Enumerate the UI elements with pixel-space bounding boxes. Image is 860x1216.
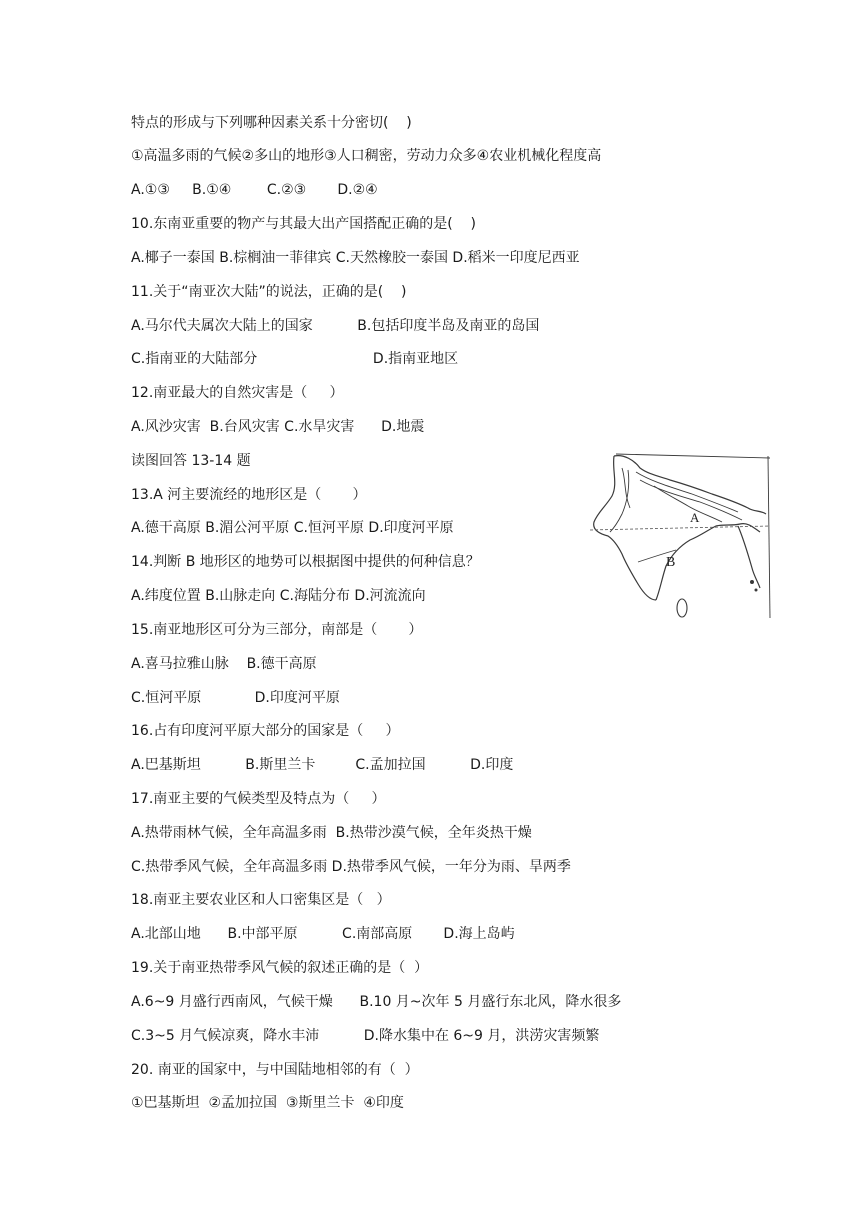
text-line-1: ①高温多雨的气候②多山的地形③人口稠密，劳动力众多④农业机械化程度高 bbox=[131, 148, 602, 164]
text-line-5: 11.关于“南亚次大陆”的说法，正确的是( ) bbox=[131, 284, 407, 300]
northern-boundary bbox=[614, 456, 766, 514]
island-mark bbox=[750, 580, 754, 584]
text-line-0: 特点的形成与下列哪种因素关系十分密切( ) bbox=[131, 115, 412, 131]
text-line-13: 14.判断 B 地形区的地势可以根据图中提供的何种信息？ bbox=[131, 554, 480, 570]
text-line-17: C.恒河平原 D.印度河平原 bbox=[131, 690, 340, 706]
text-line-23: 18.南亚主要农业区和人口密集区是（ ） bbox=[131, 892, 391, 908]
text-line-22: C.热带季风气候，全年高温多雨 D.热带季风气候，一年分为雨、旱两季 bbox=[131, 859, 571, 875]
text-line-8: 12.南亚最大的自然灾害是（ ） bbox=[131, 385, 344, 401]
text-line-25: 19.关于南亚热带季风气候的叙述正确的是（ ） bbox=[131, 960, 429, 976]
text-line-12: A.德干高原 B.湄公河平原 C.恒河平原 D.印度河平原 bbox=[131, 520, 454, 536]
map-label-b: B bbox=[666, 555, 676, 570]
text-line-6: A.马尔代夫属次大陆上的国家 B.包括印度半岛及南亚的岛国 bbox=[131, 318, 540, 334]
map-frame-top bbox=[616, 454, 770, 458]
text-line-4: A.椰子一泰国 B.棕榈油一菲律宾 C.天然橡胶一泰国 D.稻米一印度尼西亚 bbox=[131, 250, 580, 266]
text-line-26: A.6~9 月盛行西南风，气候干燥 B.10 月~次年 5 月盛行东北风，降水很多 bbox=[131, 994, 622, 1010]
text-line-14: A.纬度位置 B.山脉走向 C.海陆分布 D.河流流向 bbox=[131, 588, 426, 604]
text-line-27: C.3~5 月气候凉爽，降水丰沛 D.降水集中在 6~9 月，洪涝灾害频繁 bbox=[131, 1028, 600, 1044]
river-indus bbox=[610, 470, 629, 532]
text-line-15: 15.南亚地形区可分为三部分，南部是（ ） bbox=[131, 622, 423, 638]
mountain-ridge-1 bbox=[636, 472, 738, 512]
text-line-9: A.风沙灾害 B.台风灾害 C.水旱灾害 D.地震 bbox=[131, 419, 425, 435]
bay-coast bbox=[738, 526, 760, 588]
text-line-7: C.指南亚的大陆部分 D.指南亚地区 bbox=[131, 351, 459, 367]
text-line-24: A.北部山地 B.中部平原 C.南部高原 D.海上岛屿 bbox=[131, 926, 515, 942]
island-mark bbox=[755, 589, 758, 592]
map-frame-right bbox=[768, 456, 770, 618]
sri-lanka-island bbox=[677, 599, 687, 617]
text-line-28: 20. 南亚的国家中，与中国陆地相邻的有（ ） bbox=[131, 1062, 419, 1078]
text-line-16: A.喜马拉雅山脉 B.德干高原 bbox=[131, 656, 317, 672]
text-line-19: A.巴基斯坦 B.斯里兰卡 C.孟加拉国 D.印度 bbox=[131, 757, 514, 773]
tropic-line bbox=[590, 526, 770, 530]
text-line-21: A.热带雨林气候，全年高温多雨 B.热带沙漠气候，全年炎热干燥 bbox=[131, 825, 532, 841]
text-line-11: 13.A 河主要流经的地形区是（ ） bbox=[131, 487, 367, 503]
text-line-10: 读图回答 13-14 题 bbox=[131, 453, 251, 469]
text-line-20: 17.南亚主要的气候类型及特点为（ ） bbox=[131, 791, 386, 807]
river-a bbox=[654, 486, 722, 522]
text-line-18: 16.占有印度河平原大部分的国家是（ ） bbox=[131, 723, 400, 739]
text-line-29: ①巴基斯坦 ②孟加拉国 ③斯里兰卡 ④印度 bbox=[131, 1095, 404, 1111]
text-line-3: 10.东南亚重要的物产与其最大出产国搭配正确的是( ) bbox=[131, 216, 476, 232]
south-asia-map bbox=[588, 450, 772, 622]
map-label-a: A bbox=[690, 510, 700, 525]
text-line-2: A.①③ B.①④ C.②③ D.②④ bbox=[131, 182, 378, 198]
